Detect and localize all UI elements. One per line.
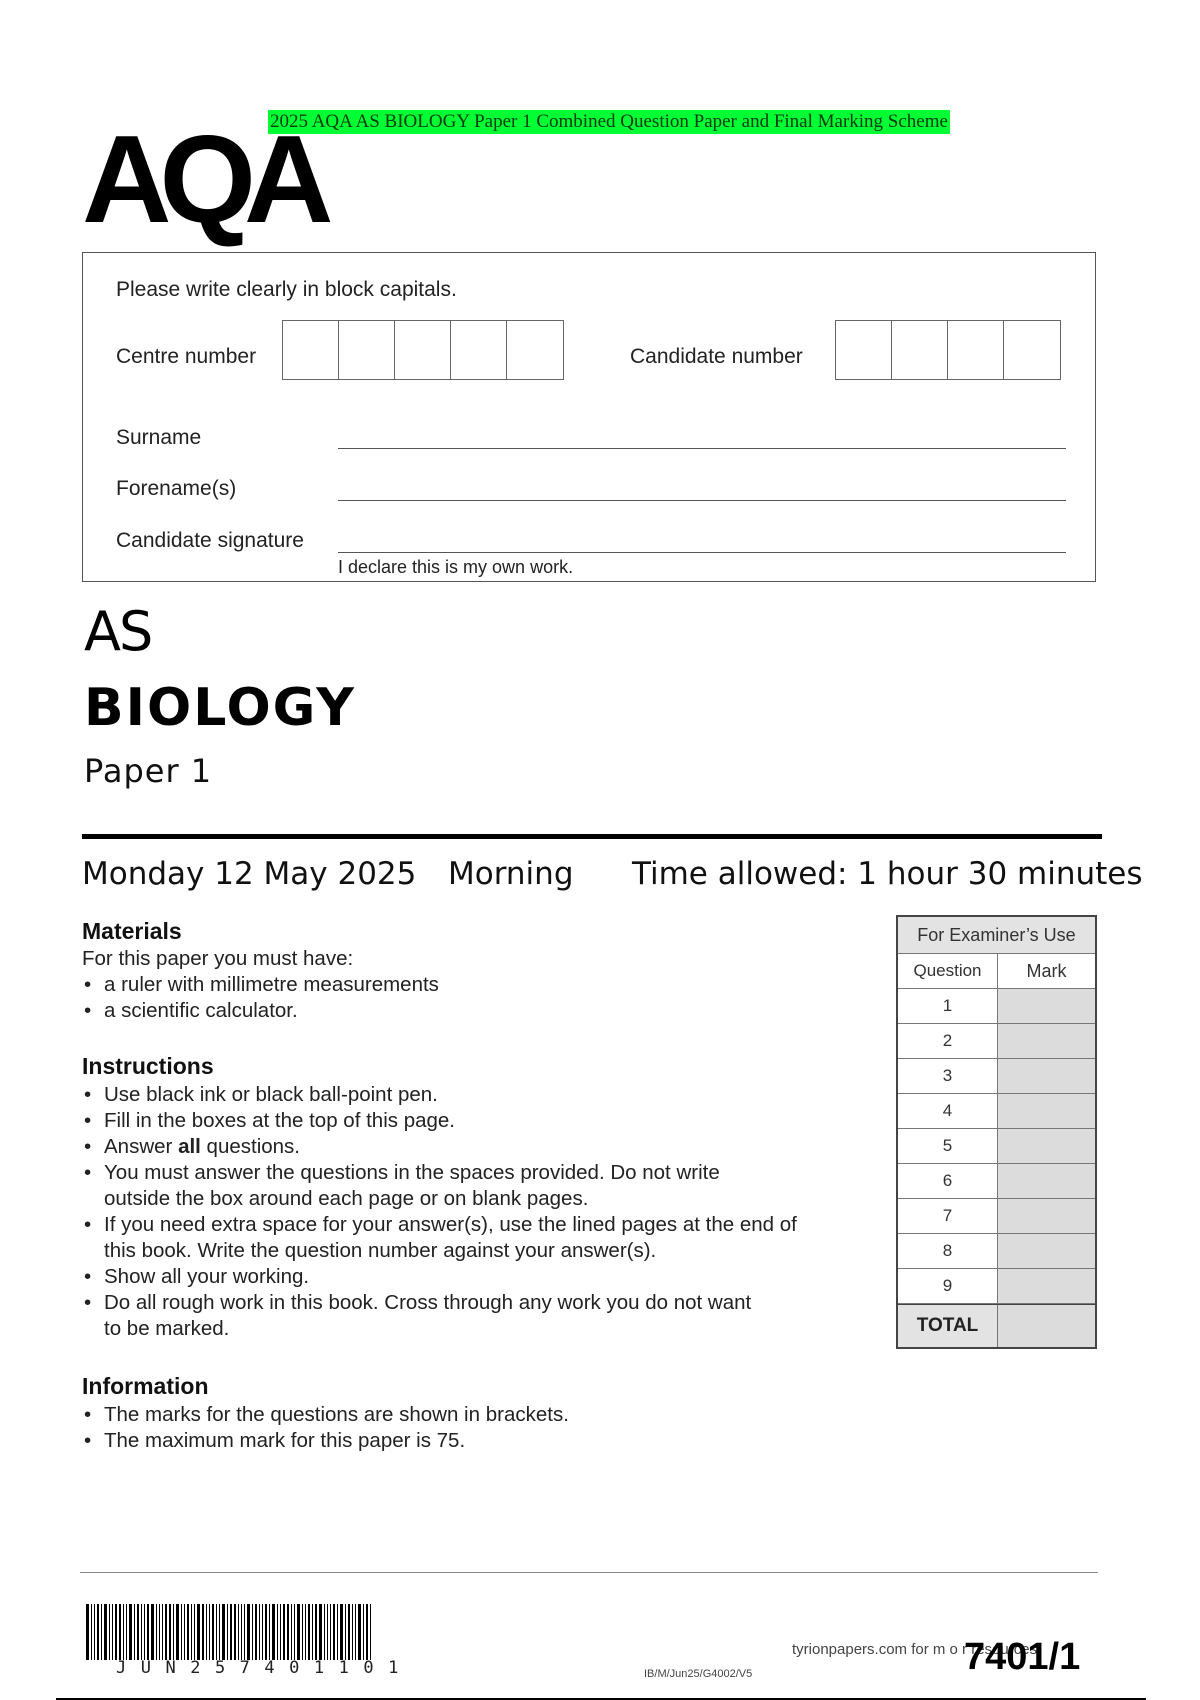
question-number: 8 [898,1234,998,1268]
mark-cell [998,1094,1095,1128]
exam-date: Monday 12 May 2025 [82,856,417,892]
candidate-digit-box[interactable] [1004,321,1060,379]
barcode-bar [283,1604,285,1660]
materials-heading: Materials [82,918,182,944]
table-row [898,1164,1095,1199]
centre-digit-box[interactable] [451,321,507,379]
barcode-bar [238,1604,239,1660]
paper-code: 7401/1 [964,1636,1081,1678]
mark-cell [998,1129,1095,1163]
aqa-logo: AQA [82,111,322,249]
footer-divider [80,1572,1098,1573]
barcode-bar [165,1604,167,1660]
barcode-bar [191,1604,192,1660]
question-number: 4 [898,1094,998,1128]
information-heading: Information [82,1373,209,1399]
barcode-bar [151,1604,154,1660]
table-row [898,1129,1095,1164]
barcode-bar [370,1604,371,1660]
barcode-bar [212,1604,214,1660]
barcode-bar [277,1604,278,1660]
candidate-digit-box[interactable] [892,321,948,379]
list-item: • a scientific calculator. [82,998,862,1024]
barcode-bar [94,1604,95,1660]
barcode-bar [197,1604,200,1660]
source-url: tyrionpapers.com for m o r resources [792,1641,1038,1658]
table-row [898,1234,1095,1269]
mark-cell [998,1234,1095,1268]
list-item-line: If you need extra space for your answer(s), use the lined pages at the end of [104,1213,797,1236]
materials-list [82,972,862,1024]
barcode-bar [352,1604,353,1660]
barcode-bar [104,1604,107,1660]
barcode-bar [216,1604,217,1660]
barcode-bar [112,1604,113,1660]
declaration-text: I declare this is my own work. [338,557,574,577]
table-row [898,989,1095,1024]
question-number: 7 [898,1199,998,1233]
barcode-bar [241,1604,242,1660]
centre-number-boxes[interactable] [282,320,564,380]
barcode-bar [230,1604,232,1660]
list-item: • Use black ink or black ball-point pen. [82,1082,882,1108]
barcode-bar [358,1604,361,1660]
barcode-bar [115,1604,117,1660]
barcode-bar [363,1604,364,1660]
candidate-digit-box[interactable] [836,321,892,379]
materials-intro: For this paper you must have: [82,947,354,970]
question-number: 1 [898,989,998,1023]
barcode-bar [97,1604,99,1660]
table-row [898,1094,1095,1129]
barcode-bar [137,1604,139,1660]
barcode-bar [169,1604,171,1660]
list-item-line: outside the box around each page or on blank pages. [104,1187,589,1210]
document-reference: IB/M/Jun25/G4002/V5 [644,1668,753,1680]
list-item: • The marks for the questions are shown in brackets. [82,1402,862,1428]
candidate-digit-box[interactable] [948,321,1004,379]
block-capitals-instruction: Please write clearly in block capitals. [116,278,457,301]
barcode-bar [141,1604,142,1660]
list-item [82,1160,882,1212]
centre-digit-box[interactable] [507,321,563,379]
barcode-bar [308,1604,310,1660]
surname-label: Surname [116,426,202,449]
barcode-bar [219,1604,220,1660]
barcode-bar [147,1604,149,1660]
barcode-bar [305,1604,306,1660]
mark-cell [998,1199,1095,1233]
barcode-bar [162,1604,163,1660]
barcode-bar [252,1604,253,1660]
list-item-line: You must answer the questions in the spaces provided. Do not write [104,1161,720,1184]
total-row [898,1304,1095,1347]
barcode-bar [297,1604,300,1660]
mark-cell [998,1164,1095,1198]
barcode-bar [265,1604,267,1660]
question-number: 5 [898,1129,998,1163]
barcode-bar [330,1604,331,1660]
barcode-bar [324,1604,325,1660]
qualification-level: AS [84,600,152,663]
examiner-use-table [896,915,1097,1349]
total-label: TOTAL [898,1305,998,1347]
mark-cell [998,989,1095,1023]
list-item [82,1212,882,1264]
information-list [82,1402,862,1454]
signature-label: Candidate signature [116,529,304,552]
list-item: • The maximum mark for this paper is 75. [82,1428,862,1454]
barcode-bar [315,1604,317,1660]
table-row [898,1199,1095,1234]
table-row [898,1269,1095,1304]
barcode-bar [340,1604,343,1660]
barcode-bar [280,1604,281,1660]
barcode-bar [194,1604,195,1660]
barcode-bar [319,1604,322,1660]
barcode-bar [348,1604,350,1660]
centre-digit-box[interactable] [395,321,451,379]
list-item: • Fill in the boxes at the top of this page. [82,1108,882,1134]
barcode-bar [91,1604,92,1660]
barcode-bar [291,1604,292,1660]
barcode-bar [345,1604,346,1660]
question-number: 6 [898,1164,998,1198]
list-item [82,1290,882,1342]
subject-title: BIOLOGY [84,678,356,738]
list-item-line: this book. Write the question number against your answer(s). [104,1239,657,1262]
barcode-bar [222,1604,225,1660]
mark-cell [998,1059,1095,1093]
barcode-bar [337,1604,338,1660]
barcode-bar [181,1604,182,1660]
list-item-text: Answer [104,1135,179,1158]
mark-column-header: Mark [998,954,1095,988]
list-item-line: Do all rough work in this book. Cross through any work you do not want [104,1291,752,1314]
centre-digit-box[interactable] [283,321,339,379]
question-number: 2 [898,1024,998,1058]
barcode-text: JUN257401101 [116,1658,413,1678]
list-item-text: questions. [200,1135,301,1158]
barcode-bar [184,1604,185,1660]
barcode-bar [244,1604,245,1660]
barcode-bar [294,1604,295,1660]
barcode-bar [187,1604,189,1660]
mark-cell [998,1024,1095,1058]
title-divider [82,834,1102,839]
barcode-bar [119,1604,121,1660]
signature-line[interactable] [338,552,1066,553]
surname-line[interactable] [338,448,1066,449]
barcode-bar [287,1604,289,1660]
list-item [82,1134,882,1160]
barcode-bar [173,1604,174,1660]
barcode-bar [123,1604,124,1660]
document-title-banner: 2025 AQA AS BIOLOGY Paper 1 Combined Question Paper and Final Marking Scheme [270,111,948,132]
barcode-bar [202,1604,204,1660]
barcode-bar [109,1604,110,1660]
table-row [898,1024,1095,1059]
candidate-number-boxes[interactable] [835,320,1061,380]
forename-label: Forename(s) [116,477,237,500]
barcode-bar [312,1604,313,1660]
time-allowed: Time allowed: 1 hour 30 minutes [632,856,1143,892]
forename-line[interactable] [338,500,1066,501]
barcode-bar [333,1604,335,1660]
barcode-bar [101,1604,102,1660]
barcode-bar [176,1604,179,1660]
barcode-bar [269,1604,270,1660]
barcode-bar [366,1604,368,1660]
list-item: • a ruler with millimetre measurements [82,972,862,998]
barcode-bar [234,1604,236,1660]
barcode-bar [86,1604,89,1660]
list-item-line: to be marked. [104,1317,230,1340]
barcode-bar [159,1604,160,1660]
exam-session: Morning [448,856,574,892]
barcode-bar [327,1604,328,1660]
barcode-bar [227,1604,228,1660]
table-row [898,1059,1095,1094]
barcode-bar [209,1604,210,1660]
barcode-bar [156,1604,157,1660]
paper-title: Paper 1 [84,752,213,790]
barcode-bar [206,1604,207,1660]
barcode-bar [262,1604,263,1660]
examiner-table-heading: For Examiner’s Use [898,917,1095,954]
question-number: 9 [898,1269,998,1303]
barcode-bar [255,1604,257,1660]
barcode-bar [126,1604,127,1660]
list-item: • Show all your working. [82,1264,882,1290]
mark-cell [998,1269,1095,1303]
centre-digit-box[interactable] [339,321,395,379]
barcode-bar [247,1604,250,1660]
barcode-graphic [86,1604,472,1660]
barcode-bar [355,1604,356,1660]
barcode-bar [134,1604,135,1660]
barcode-bar [302,1604,303,1660]
question-column-header: Question [898,954,998,988]
instructions-list [82,1082,882,1342]
candidate-number-label: Candidate number [630,345,803,368]
barcode-bar [272,1604,275,1660]
examiner-table-header-row [898,954,1095,989]
list-item-emphasis: all [178,1135,201,1158]
barcode-bar [129,1604,132,1660]
question-number: 3 [898,1059,998,1093]
centre-number-label: Centre number [116,345,257,368]
barcode-bar [259,1604,260,1660]
total-mark-cell [998,1305,1095,1347]
barcode-bar [144,1604,145,1660]
instructions-heading: Instructions [82,1053,214,1079]
